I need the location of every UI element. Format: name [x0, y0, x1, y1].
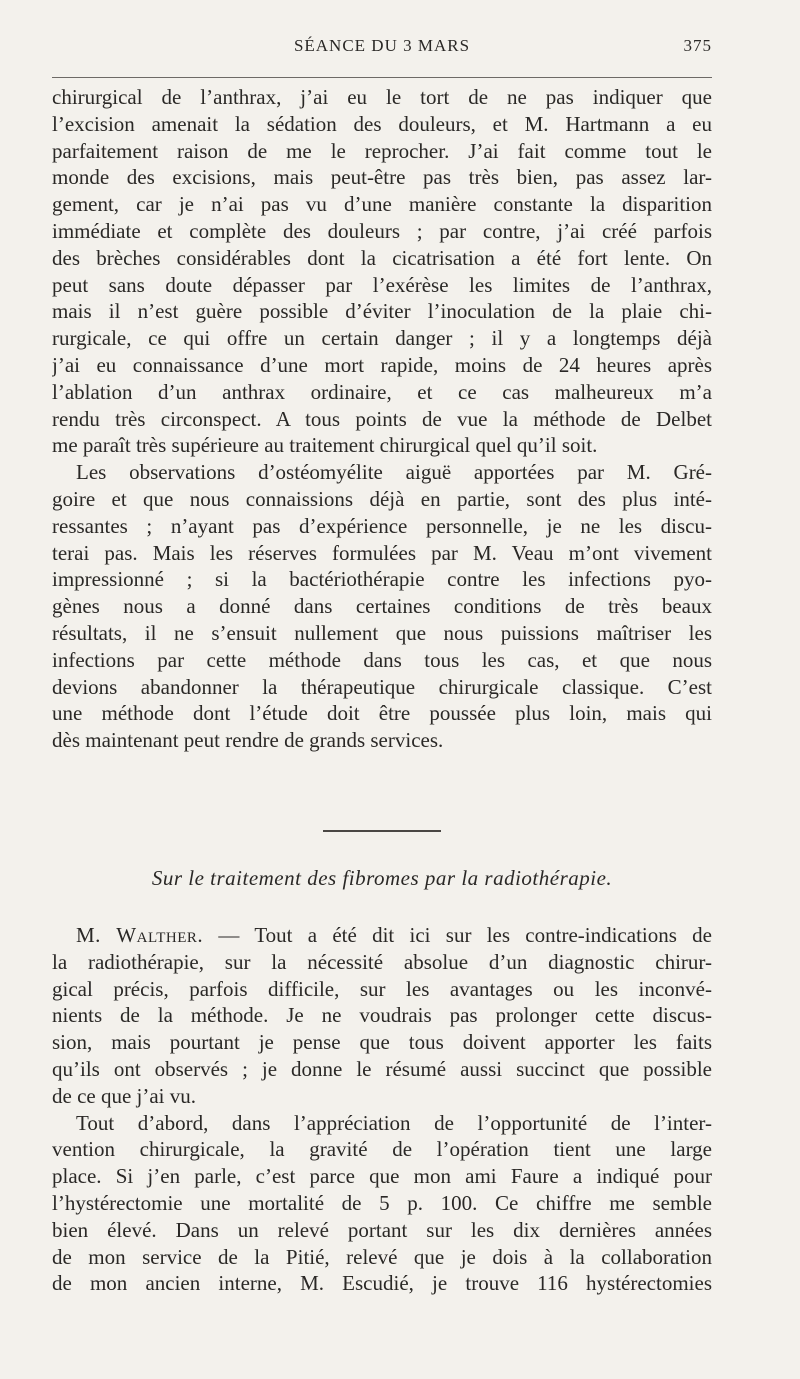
- text-line: j’ai eu connaissance d’une mort rapide, moins de 24 heures après: [52, 352, 712, 377]
- text-line: gical précis, parfois difficile, sur les avantages ou les inconvé-: [52, 976, 712, 1001]
- text-line: place. Si j’en parle, c’est parce que mon ami Faure a indiqué pour: [52, 1164, 712, 1189]
- header-rule: [52, 77, 712, 78]
- text-line: des brèches considérables dont la cicatrisation a été fort lente. On: [52, 245, 712, 270]
- text-line-content: — Tout a été dit ici sur les contre-indications de: [203, 923, 712, 947]
- body-text-upper: [52, 84, 712, 754]
- text-line: nients de la méthode. Je ne voudrais pas prolonger cette discus-: [52, 1003, 712, 1028]
- text-line: impressionné ; si la bactériothérapie contre les infections pyo-: [52, 567, 712, 592]
- section-title: Sur le traitement des fibromes par la radiothérapie.: [151, 866, 613, 890]
- text-line: de ce que j’ai vu.: [52, 1083, 197, 1108]
- text-line: devions abandonner la thérapeutique chirurgicale classique. C’est: [52, 674, 712, 699]
- running-head: SÉANCE DU 3 MARS: [293, 36, 471, 55]
- text-line: mais il n’est guère possible d’éviter l’inoculation de la plaie chi-: [52, 299, 712, 324]
- text-line: l’hystérectomie une mortalité de 5 p. 100. Ce chiffre me semble: [52, 1190, 712, 1215]
- text-line: gement, car je n’ai pas vu d’une manière constante la disparition: [52, 192, 712, 217]
- text-line: rurgicale, ce qui offre un certain danger ; il y a longtemps déjà: [52, 326, 712, 351]
- text-line: vention chirurgicale, la gravité de l’opération tient une large: [52, 1137, 712, 1162]
- text-line: rendu très circonspect. A tous points de vue la méthode de Delbet: [52, 406, 712, 431]
- text-line: gènes nous a donné dans certaines conditions de très beaux: [52, 594, 712, 619]
- text-line: terai pas. Mais les réserves formulées par M. Veau m’ont vivement: [52, 540, 712, 565]
- text-line: qu’ils ont observés ; je donne le résumé aussi succinct que possible: [52, 1056, 712, 1081]
- text-line: chirurgical de l’anthrax, j’ai eu le tort de ne pas indiquer que: [52, 85, 712, 109]
- text-line: parfaitement raison de me le reprocher. J’ai fait comme tout le: [52, 138, 712, 163]
- section-divider: [323, 830, 441, 832]
- text-line: résultats, il ne s’ensuit nullement que nous puissions maîtriser les: [52, 620, 712, 645]
- text-line: [52, 922, 712, 949]
- text-line: goire et que nous connaissions déjà en partie, sont des plus inté-: [52, 486, 712, 511]
- paragraph: [52, 922, 712, 1110]
- text-line: ressantes ; n’ayant pas d’expérience personnelle, je ne les discu-: [52, 513, 712, 538]
- text-line: l’excision amenait la sédation des douleurs, et M. Hartmann a eu: [52, 111, 712, 136]
- text-line: dès maintenant peut rendre de grands services.: [52, 728, 444, 753]
- speaker-name: M. Walther.: [76, 923, 204, 947]
- text-line: immédiate et complète des douleurs ; par contre, j’ai créé parfois: [52, 218, 712, 243]
- text-line: sion, mais pourtant je pense que tous doivent apporter les faits: [52, 1030, 712, 1055]
- text-line: me paraît très supérieure au traitement chirurgical quel qu’il soit.: [52, 433, 598, 458]
- paragraph: [52, 459, 712, 754]
- text-line: de mon ancien interne, M. Escudié, je trouve 116 hystérectomies: [52, 1271, 712, 1296]
- text-line: de mon service de la Pitié, relevé que je dois à la collaboration: [52, 1244, 712, 1269]
- page-number: 375: [683, 36, 712, 55]
- text-line: une méthode dont l’étude doit être poussée plus loin, mais qui: [52, 701, 712, 726]
- paragraph: [52, 84, 712, 459]
- text-line: infections par cette méthode dans tous les cas, et que nous: [52, 647, 712, 672]
- text-line: peut sans doute dépasser par l’exérèse les limites de l’anthrax,: [52, 272, 712, 297]
- paragraph: [52, 1110, 712, 1298]
- text-line: monde des excisions, mais peut-être pas très bien, pas assez lar-: [52, 165, 712, 190]
- body-text-lower: [52, 922, 712, 1297]
- text-line: Les observations d’ostéomyélite aiguë apportées par M. Gré-: [76, 460, 712, 485]
- page-header: [52, 36, 712, 60]
- text-line: bien élevé. Dans un relevé portant sur les dix dernières années: [52, 1217, 712, 1242]
- text-line: Tout d’abord, dans l’appréciation de l’opportunité de l’inter-: [76, 1110, 712, 1135]
- text-line: l’ablation d’un anthrax ordinaire, et ce cas malheureux m’a: [52, 379, 712, 404]
- text-line: la radiothérapie, sur la nécessité absolue d’un diagnostic chirur-: [52, 949, 712, 974]
